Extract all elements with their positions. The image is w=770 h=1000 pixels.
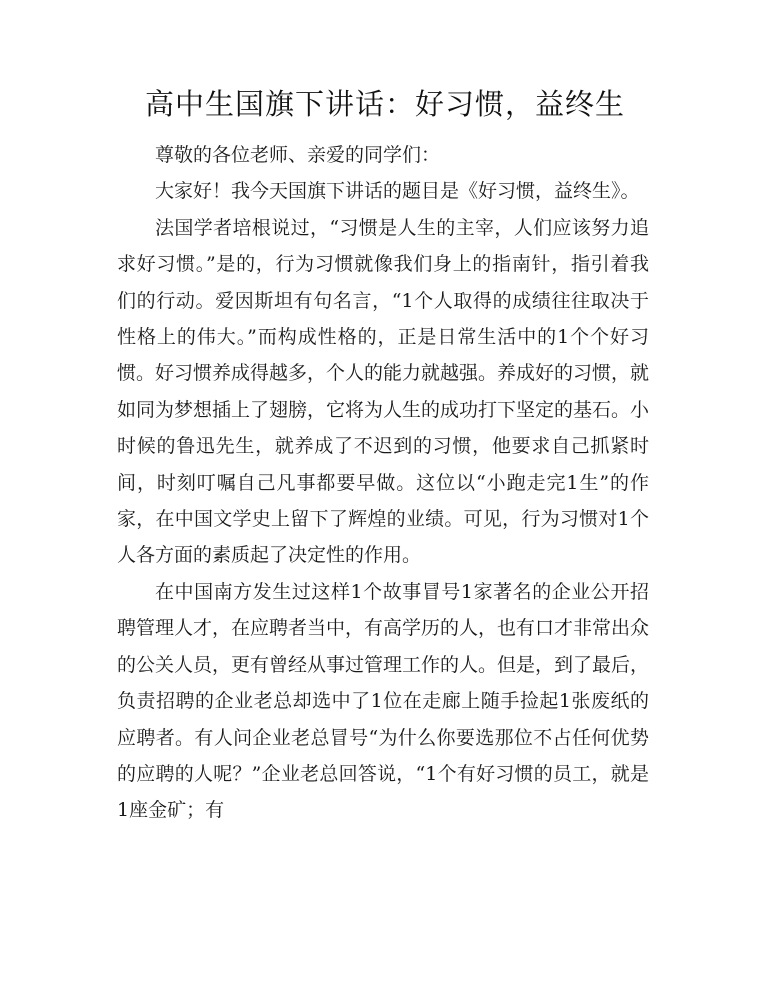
document-body (117, 137, 649, 829)
paragraph-intro: 大家好！我今天国旗下讲话的题目是《好习惯，益终生》。 (155, 180, 640, 203)
document-title: 高中生国旗下讲话：好习惯，益终生 (144, 87, 625, 121)
paragraph-story: 在中国南方发生过这样1个故事冒号1家著名的企业公开招聘管理人才，在应聘者当中，有高学历的人，也有口才非常出众的公关人员，更有曾经从事过管理工作的人。但是，到了最后，负责招聘的企业老总却选中了1位在走廊上随手捡起1张废纸的应聘者。有人问企业老总冒号“为什么你要选那位不占任何优势的应聘的人呢？”企业老总回答说，“1个有好习惯的员工，就是1座金矿；有 (117, 580, 650, 822)
paragraph-habits-quote: 法国学者培根说过，“习惯是人生的主宰，人们应该努力追求好习惯。”是的，行为习惯就像我们身上的指南针，指引着我们的行动。爱因斯坦有句名言，“1个人取得的成绩往往取决于性格上的伟大。”而构成性格的，正是日常生活中的1个个好习惯。好习惯养成得越多，个人的能力就越强。养成好的习惯，就如同为梦想插上了翅膀，它将为人生的成功打下坚定的基石。小时候的鲁迅先生，就养成了不迟到的习惯，他要求自己抓紧时间，时刻叮嘱自己凡事都要早做。这位以“小跑走完1生”的作家，在中国文学史上留下了辉煌的业绩。可见，行为习惯对1个人各方面的素质起了决定性的作用。 (117, 216, 650, 567)
paragraph-greeting: 尊敬的各位老师、亲爱的同学们： (155, 144, 441, 166)
